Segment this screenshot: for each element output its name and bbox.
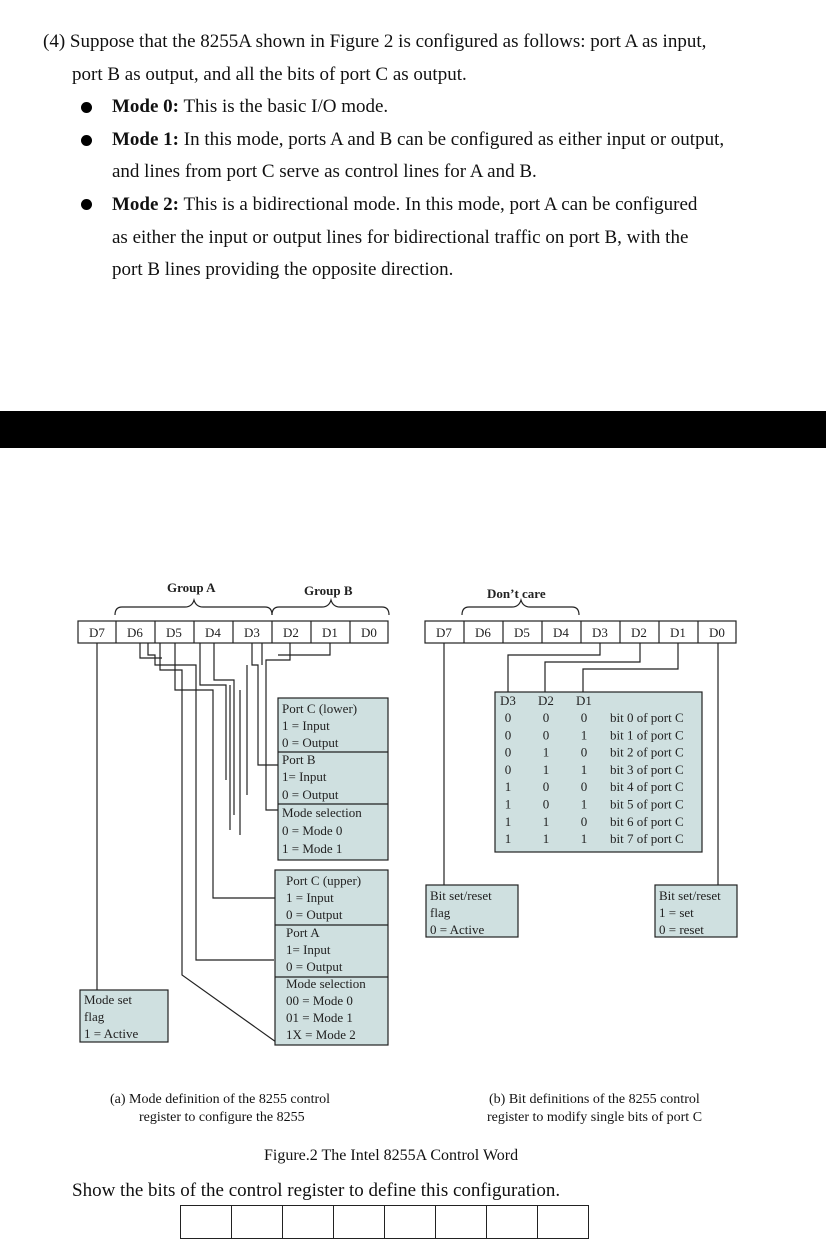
table-cell: 0	[542, 779, 550, 795]
table-cell: 0	[580, 779, 588, 795]
table-cell: 1	[580, 727, 588, 743]
mode0-line-1	[112, 96, 388, 118]
box-line: Bit set/reset	[659, 888, 721, 903]
box-line: 1 = Input	[286, 890, 334, 905]
left-bit-d6: D6	[127, 625, 143, 640]
table-cell: 0	[542, 710, 550, 725]
table-cell: 0	[580, 710, 588, 725]
dont-care-brace	[462, 600, 579, 615]
mode2-line-3: port B lines providing the opposite direction.	[112, 259, 454, 280]
group-a-label: Group A	[167, 580, 216, 595]
answer-cell-d7[interactable]	[181, 1206, 232, 1239]
box-line: 1 = set	[659, 905, 694, 920]
left-bit-d5: D5	[166, 625, 182, 640]
mode2-text-1: This is a bidirectional mode. In this mode, port A can be configured	[183, 194, 698, 215]
answer-cell-d2[interactable]	[436, 1206, 487, 1239]
box-line: 1= Input	[286, 942, 331, 957]
table-header-cell: D2	[538, 693, 554, 708]
table-cell: 1	[542, 831, 550, 847]
caption-a-1: (a) Mode definition of the 8255 control	[110, 1092, 331, 1107]
mode2-label: Mode 2:	[112, 194, 180, 215]
box-line: 00 = Mode 0	[286, 993, 353, 1008]
table-cell: 1	[504, 796, 512, 812]
table-cell: 0	[504, 727, 512, 743]
right-bit-d1: D1	[670, 625, 686, 640]
box-line: Mode set	[84, 992, 133, 1007]
table-cell: 1	[504, 813, 512, 829]
table-cell: 0	[504, 710, 512, 725]
box-line: 1X = Mode 2	[286, 1027, 356, 1042]
question-line-2: port B as output, and all the bits of port C as output.	[72, 64, 467, 85]
table-cell: bit 6 of port C	[610, 813, 684, 829]
table-cell: 1	[580, 831, 588, 847]
box-line: Mode selection	[282, 805, 362, 820]
box-line: 1= Input	[282, 769, 327, 784]
mode1-line-1	[112, 129, 724, 151]
table-cell: bit 0 of port C	[610, 710, 684, 725]
table-cell: bit 1 of port C	[610, 727, 684, 743]
table-cell: 1	[504, 779, 512, 795]
table-cell: 0	[504, 761, 512, 777]
answer-cell-d0[interactable]	[538, 1206, 589, 1239]
group-b-label: Group B	[304, 583, 353, 598]
box-line: Port B	[282, 752, 316, 767]
table-cell: 0	[504, 744, 512, 760]
bullet-icon	[81, 199, 92, 210]
box-line: 0 = Output	[286, 907, 343, 922]
table-cell: bit 3 of port C	[610, 761, 684, 777]
table-cell: bit 2 of port C	[610, 744, 684, 760]
table-cell: 1	[542, 761, 550, 777]
left-bit-d4: D4	[205, 625, 221, 640]
box-line: 0 = Active	[430, 922, 485, 937]
mode2-line-1	[112, 194, 697, 216]
box-line: Port A	[286, 925, 320, 940]
box-line: 01 = Mode 1	[286, 1010, 353, 1025]
question-line-1: (4) Suppose that the 8255A shown in Figure 2 is configured as follows: port A as input,	[43, 31, 707, 52]
box-line: Port C (upper)	[286, 873, 362, 888]
left-bit-d3: D3	[244, 625, 260, 640]
bit-select-table-header	[500, 693, 592, 708]
answer-bit-table	[180, 1205, 589, 1239]
black-band	[0, 411, 826, 448]
box-line: 0 = Output	[282, 787, 339, 802]
bullet-icon	[81, 102, 92, 113]
box-line: flag	[84, 1009, 105, 1024]
mode1-line-2: and lines from port C serve as control lines for A and B.	[112, 161, 537, 182]
group-b-brace	[272, 600, 389, 615]
answer-cell-d4[interactable]	[334, 1206, 385, 1239]
box-line: 0 = reset	[659, 922, 704, 937]
table-cell: 0	[542, 796, 550, 812]
prompt-text: Show the bits of the control register to define this configuration.	[72, 1180, 561, 1201]
mode1-text-1: In this mode, ports A and B can be configured as either input or output,	[183, 129, 725, 150]
table-cell: 0	[542, 727, 550, 743]
box-line: flag	[430, 905, 451, 920]
table-cell: 1	[580, 761, 588, 777]
box-line: 0 = Mode 0	[282, 823, 343, 838]
table-header-cell: D3	[500, 693, 516, 708]
table-cell: 0	[580, 744, 588, 760]
right-bit-d4: D4	[553, 625, 569, 640]
left-bit-d0: D0	[361, 625, 377, 640]
caption-b-2: register to modify single bits of port C	[487, 1110, 703, 1125]
table-cell: 1	[504, 831, 512, 847]
group-a-brace	[115, 600, 272, 615]
answer-cell-d5[interactable]	[283, 1206, 334, 1239]
mode1-label: Mode 1:	[112, 129, 180, 150]
table-cell: 1	[542, 744, 550, 760]
table-cell: bit 4 of port C	[610, 779, 684, 795]
right-bit-d6: D6	[475, 625, 491, 640]
table-cell: bit 5 of port C	[610, 796, 684, 812]
mode0-label: Mode 0:	[112, 96, 180, 117]
table-cell: 1	[542, 813, 550, 829]
box-line: Bit set/reset	[430, 888, 492, 903]
right-bit-d0: D0	[709, 625, 725, 640]
answer-cell-d1[interactable]	[487, 1206, 538, 1239]
left-bit-d7: D7	[89, 625, 105, 640]
right-bit-d5: D5	[514, 625, 530, 640]
figure-8255-control-word	[0, 570, 826, 1090]
box-line: 1 = Mode 1	[282, 841, 343, 856]
table-cell: bit 7 of port C	[610, 831, 684, 847]
answer-cell-d6[interactable]	[232, 1206, 283, 1239]
table-header-cell: D1	[576, 693, 592, 708]
box-line: 1 = Active	[84, 1026, 139, 1041]
left-bit-d2: D2	[283, 625, 299, 640]
mode0-text: This is the basic I/O mode.	[183, 96, 389, 117]
caption-b-1: (b) Bit definitions of the 8255 control	[489, 1092, 700, 1107]
right-bit-d3: D3	[592, 625, 608, 640]
right-bit-d2: D2	[631, 625, 647, 640]
mode2-line-2: as either the input or output lines for bidirectional traffic on port B, with the	[112, 227, 689, 248]
table-cell: 0	[580, 813, 588, 829]
box-line: 0 = Output	[282, 735, 339, 750]
caption-a-2: register to configure the 8255	[139, 1110, 305, 1125]
box-line: 0 = Output	[286, 959, 343, 974]
box-line: 1 = Input	[282, 718, 330, 733]
figure-title: Figure.2 The Intel 8255A Control Word	[264, 1147, 519, 1164]
left-bit-d1: D1	[322, 625, 338, 640]
bullet-icon	[81, 135, 92, 146]
dont-care-label: Don’t care	[487, 586, 546, 601]
box-line: Mode selection	[286, 976, 366, 991]
right-bit-d7: D7	[436, 625, 452, 640]
answer-cell-d3[interactable]	[385, 1206, 436, 1239]
box-line: Port C (lower)	[282, 701, 358, 716]
table-cell: 1	[580, 796, 588, 812]
